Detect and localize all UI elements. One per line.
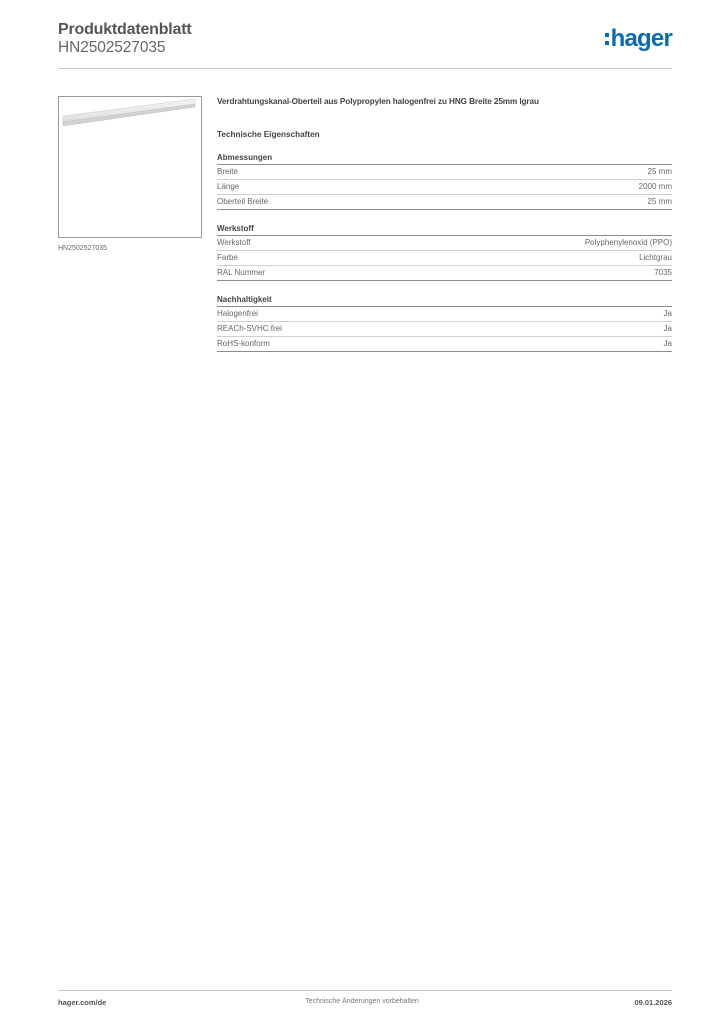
- product-description: Verdrahtungskanal-Oberteil aus Polypropylen halogenfrei zu HNG Breite 25mm lgrau: [217, 97, 539, 106]
- property-label: REACh-SVHC frei: [217, 324, 282, 333]
- property-row: [217, 307, 672, 322]
- property-label: Breite: [217, 167, 238, 176]
- logo-dots-icon: [605, 33, 609, 45]
- property-row: [217, 195, 672, 210]
- property-label: RoHS-konform: [217, 339, 270, 348]
- section-title: Werkstoff: [217, 224, 672, 236]
- property-value: Polyphenylenoxid (PPO): [584, 238, 672, 247]
- section-title: Abmessungen: [217, 153, 672, 165]
- section-title: Nachhaltigkeit: [217, 295, 672, 307]
- header-divider: [58, 68, 672, 69]
- property-value: 25 mm: [647, 197, 672, 206]
- property-value: Ja: [663, 324, 672, 333]
- property-row: [217, 322, 672, 337]
- product-details: [217, 97, 672, 352]
- property-label: RAL Nummer: [217, 268, 266, 277]
- logo-text: hager: [610, 25, 672, 52]
- footer-notice: Technische Änderungen vorbehalten: [305, 998, 419, 1005]
- property-label: Länge: [217, 182, 240, 191]
- property-value: 25 mm: [647, 167, 672, 176]
- footer-website-link[interactable]: hager.com/de: [58, 998, 107, 1007]
- footer-date: 09.01.2026: [634, 998, 672, 1007]
- property-label: Halogenfrei: [217, 309, 258, 318]
- property-label: Werkstoff: [217, 238, 251, 247]
- section-sustainability: [217, 295, 672, 352]
- tech-properties-heading: Technische Eigenschaften: [217, 130, 320, 139]
- property-row: [217, 266, 672, 281]
- property-label: Oberteil Breite: [217, 197, 269, 206]
- footer-divider: [58, 990, 672, 991]
- image-caption: HN2502527035: [58, 245, 108, 252]
- property-value: Lichtgrau: [639, 253, 672, 262]
- page-title: Produktdatenblatt: [58, 21, 192, 38]
- property-row: [217, 236, 672, 251]
- product-code: HN2502527035: [58, 39, 166, 56]
- property-value: 2000 mm: [638, 182, 672, 191]
- hager-logo: [605, 27, 672, 51]
- section-dimensions: [217, 153, 672, 210]
- product-image: [58, 96, 202, 238]
- property-value: 7035: [654, 268, 672, 277]
- property-value: Ja: [663, 339, 672, 348]
- cable-duct-cover-image: [59, 97, 201, 237]
- section-material: [217, 224, 672, 281]
- property-row: [217, 165, 672, 180]
- property-row: [217, 337, 672, 352]
- property-row: [217, 180, 672, 195]
- property-row: [217, 251, 672, 266]
- property-value: Ja: [663, 309, 672, 318]
- property-label: Farbe: [217, 253, 238, 262]
